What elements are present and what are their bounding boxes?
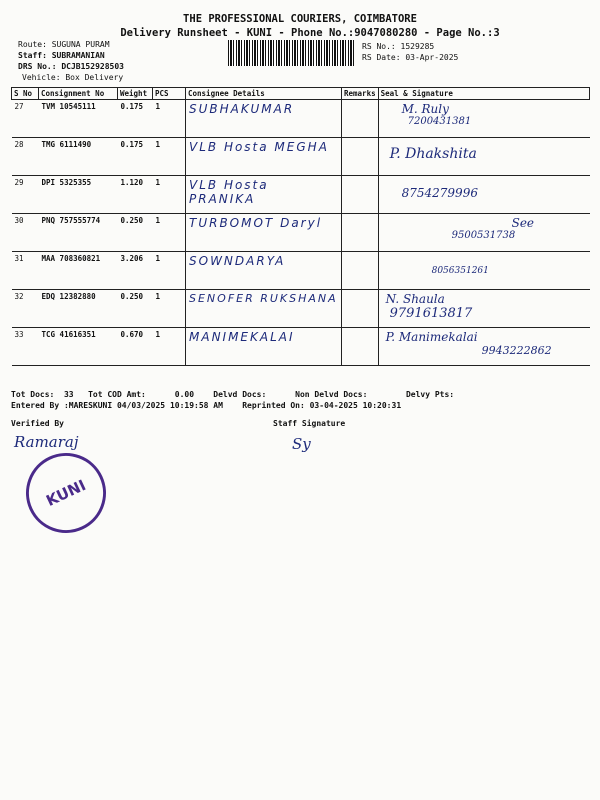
col-consignee: Consignee Details	[186, 88, 342, 100]
row-consignee	[186, 138, 342, 176]
consignee-name: VLB Hosta MEGHA	[189, 140, 329, 154]
staff-label: Staff: SUBRAMANIAN	[18, 51, 105, 60]
row-weight: 0.250	[118, 290, 153, 328]
totals-line: Tot Docs: 33 Tot COD Amt: 0.00 Delvd Docs: Non Delvd Docs: Delvy Pts:	[11, 390, 455, 399]
row-pcs: 1	[153, 100, 186, 138]
row-seal	[378, 100, 589, 138]
signature: N. Shaula	[385, 292, 445, 306]
row-remarks	[342, 138, 379, 176]
vehicle-label: Vehicle: Box Delivery	[22, 73, 124, 82]
row-pcs: 1	[153, 138, 186, 176]
row-pcs: 1	[153, 290, 186, 328]
consignee-name: VLB Hosta PRANIKA	[189, 178, 269, 206]
row-consignee	[186, 176, 342, 214]
stamp-text: KUNI	[43, 476, 89, 510]
consignee-name: TURBOMOT Daryl	[189, 216, 323, 230]
row-remarks	[342, 100, 379, 138]
row-sno: 28	[12, 138, 39, 176]
phone: 9943222862	[481, 344, 552, 357]
col-sno: S No	[12, 88, 39, 100]
row-seal	[378, 176, 589, 214]
row-pcs: 1	[153, 176, 186, 214]
row-consignment: MAA 708360821	[39, 252, 118, 290]
table-header-row	[12, 88, 590, 100]
row-remarks	[342, 176, 379, 214]
phone: 8754279996	[401, 186, 478, 200]
row-weight: 0.175	[118, 100, 153, 138]
row-seal	[378, 214, 589, 252]
row-consignment: PNQ 757555774	[39, 214, 118, 252]
table-row	[12, 290, 590, 328]
row-weight: 0.250	[118, 214, 153, 252]
route-label: Route: SUGUNA PURAM	[18, 40, 110, 49]
table-row	[12, 214, 590, 252]
row-consignment: TVM 10545111	[39, 100, 118, 138]
row-weight: 1.120	[118, 176, 153, 214]
row-pcs: 1	[153, 328, 186, 366]
company-title: THE PROFESSIONAL COURIERS, COIMBATORE	[183, 13, 417, 25]
col-pcs: PCS	[153, 88, 186, 100]
runsheet-subtitle: Delivery Runsheet - KUNI - Phone No.:9047080280 - Page No.:3	[120, 27, 500, 39]
col-seal: Seal & Signature	[378, 88, 589, 100]
row-consignee	[186, 214, 342, 252]
col-consignment: Consignment No	[39, 88, 118, 100]
row-seal	[378, 252, 589, 290]
row-consignment: EDQ 12382880	[39, 290, 118, 328]
row-consignment: TMG 6111490	[39, 138, 118, 176]
staff-signature-label: Staff Signature	[273, 419, 346, 428]
signature: P. Manimekalai	[385, 330, 478, 344]
row-consignee	[186, 100, 342, 138]
verified-signature: Ramaraj	[14, 433, 79, 451]
row-consignee	[186, 252, 342, 290]
row-remarks	[342, 290, 379, 328]
phone: 9500531738	[451, 230, 516, 241]
col-weight: Weight	[118, 88, 153, 100]
row-remarks	[342, 214, 379, 252]
row-consignment: DPI 5325355	[39, 176, 118, 214]
entered-by-line: Entered By :MARESKUNI 04/03/2025 10:19:58 AM Reprinted On: 03-04-2025 10:20:31	[11, 401, 402, 410]
table-row	[12, 138, 590, 176]
staff-signature: Sy	[292, 435, 311, 453]
row-consignee	[186, 328, 342, 366]
row-consignee	[186, 290, 342, 328]
row-sno: 27	[12, 100, 39, 138]
barcode	[228, 40, 354, 66]
phone: 9791613817	[389, 306, 473, 321]
row-sno: 30	[12, 214, 39, 252]
signature: See	[511, 216, 535, 230]
table-row	[12, 176, 590, 214]
consignee-name: SOWNDARYA	[189, 254, 286, 268]
row-seal	[378, 138, 589, 176]
row-weight: 3.206	[118, 252, 153, 290]
row-consignment: TCG 41616351	[39, 328, 118, 366]
row-weight: 0.670	[118, 328, 153, 366]
table-row	[12, 100, 590, 138]
row-remarks	[342, 328, 379, 366]
col-remarks: Remarks	[342, 88, 379, 100]
consignee-name: SUBHAKUMAR	[189, 102, 295, 116]
row-remarks	[342, 252, 379, 290]
table-row	[12, 252, 590, 290]
row-pcs: 1	[153, 214, 186, 252]
signature: P. Dhakshita	[389, 146, 477, 162]
table-row	[12, 328, 590, 366]
rs-date: RS Date: 03-Apr-2025	[362, 53, 459, 62]
consignee-name: MANIMEKALAI	[189, 330, 295, 344]
row-pcs: 1	[153, 252, 186, 290]
row-seal	[378, 328, 589, 366]
phone: 8056351261	[431, 266, 489, 276]
row-sno: 31	[12, 252, 39, 290]
row-sno: 33	[12, 328, 39, 366]
phone: 7200431381	[407, 116, 472, 127]
consignee-name: SENOFER RUKSHANA	[189, 292, 338, 305]
row-sno: 29	[12, 176, 39, 214]
rs-number: RS No.: 1529285	[362, 42, 435, 51]
drs-number: DRS No.: DCJB152928503	[18, 62, 124, 71]
verified-by-label: Verified By	[11, 419, 64, 428]
row-seal	[378, 290, 589, 328]
signature: M. Ruly	[401, 102, 449, 116]
kuni-stamp	[13, 440, 119, 546]
row-weight: 0.175	[118, 138, 153, 176]
row-sno: 32	[12, 290, 39, 328]
runsheet-table	[11, 87, 590, 366]
